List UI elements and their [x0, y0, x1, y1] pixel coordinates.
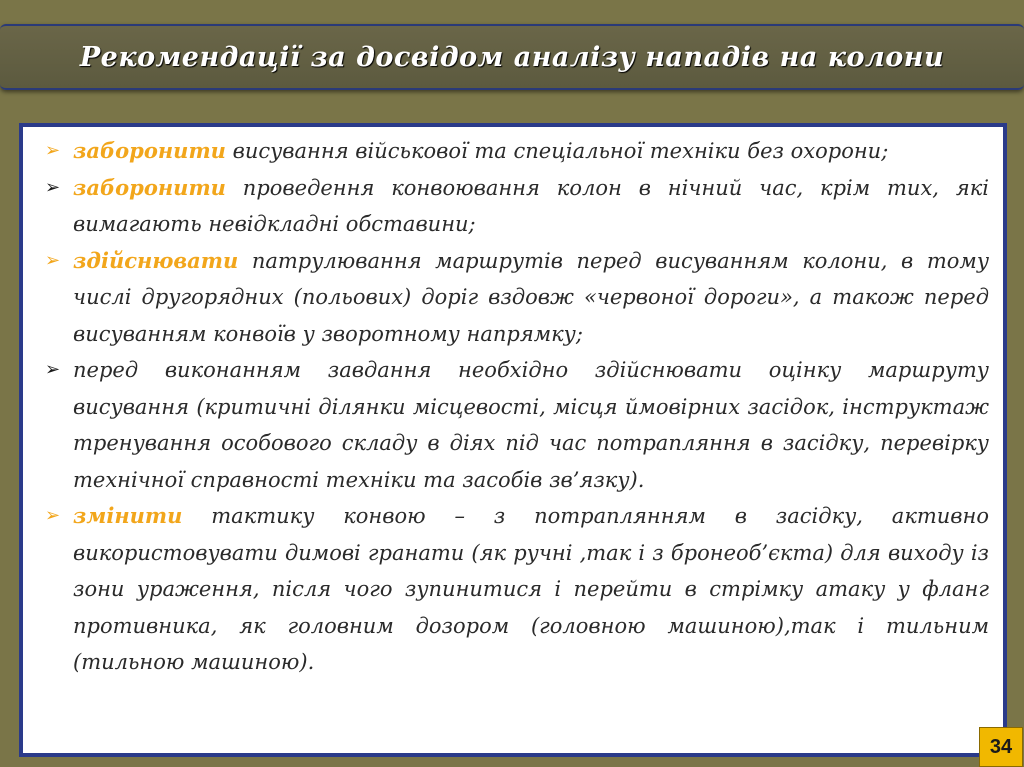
bullet-arrow-icon: ➢ — [45, 140, 61, 161]
slide-title: Рекомендації за досвідом аналізу нападів на колони — [79, 41, 945, 73]
bullet-verb: заборонити — [73, 174, 226, 200]
page-number-badge: 34 — [979, 727, 1023, 767]
bullet-arrow-icon: ➢ — [45, 176, 61, 198]
title-bar — [0, 24, 1024, 90]
bullet-text: проведення конвоювання колон в нічний час, крім тих, які вимагають невідкладні обставини; — [73, 175, 989, 236]
bullet-text: перед виконанням завдання необхідно здійснювати оцінку маршруту висування (критичні ділянки місцевості, місця ймовірних засідок, інструктаж тренування особового складу в діях під час потрапляння в засідку, перевірку технічної справності техніки та засобів зв’язку). — [73, 358, 989, 492]
bullet-text: патрулювання маршрутів перед висуванням колони, в тому числі другорядних (польових) доріг вздовж «червоної дороги», а також перед висуванням конвоїв у зворотному напрямку; — [73, 248, 989, 346]
bullet-item-2 — [45, 170, 989, 243]
bullet-arrow-icon: ➢ — [45, 249, 61, 271]
bullet-verb: здійснювати — [73, 247, 239, 273]
bullet-verb: заборонити — [73, 138, 226, 163]
bullet-verb: змінити — [73, 503, 183, 528]
bullet-arrow-icon: ➢ — [45, 505, 61, 526]
bullet-item-3 — [45, 243, 989, 353]
bullet-item-4 — [45, 352, 989, 498]
bullet-item-5 — [45, 498, 989, 681]
content-panel — [23, 127, 1003, 753]
bullet-arrow-icon: ➢ — [45, 359, 61, 380]
bullet-text: висування військової та спеціальної техніки без охорони; — [225, 139, 889, 163]
content-frame — [19, 123, 1007, 757]
bullet-list — [45, 133, 989, 681]
bullet-text: тактику конвою – з потраплянням в засідку, активно використовувати димові гранати (як ручні ,так і з бронеоб’єкта) для виходу із зони ураження, після чого зупинитися і перейти в стрімку атаку у фланг противника, як головним дозором (головною машиною),так і тильним (тильною машиною). — [73, 504, 989, 674]
bullet-item-1 — [45, 133, 989, 170]
